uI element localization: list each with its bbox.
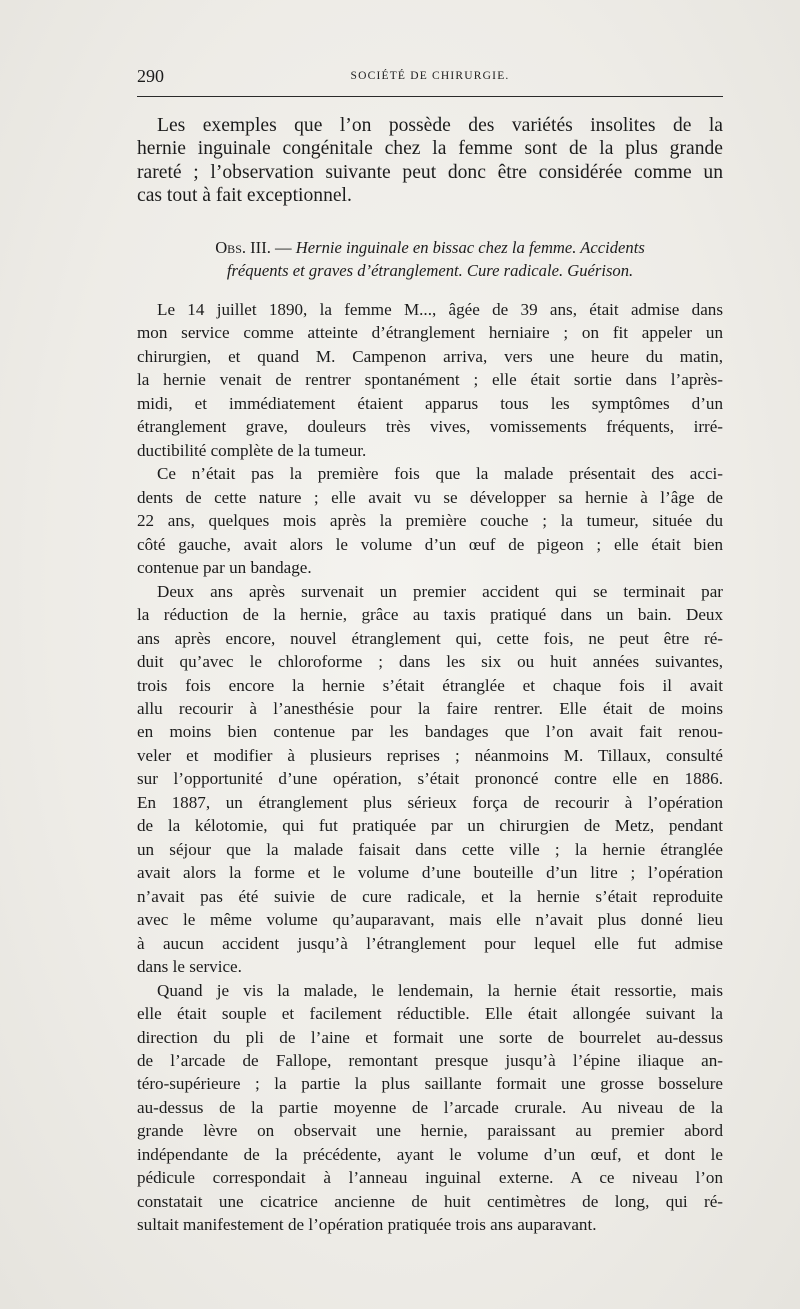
body-line: direction du pli de l’aine et formait une sorte de bourrelet au-dessus (137, 1027, 723, 1047)
running-head (137, 66, 723, 97)
body-line: n’avait pas été suivie de cure radicale, et la hernie s’était reproduite (137, 886, 723, 906)
page-number: 290 (137, 66, 164, 86)
body-line: la réduction de la hernie, grâce au taxis pratiqué dans un bain. Deux (137, 605, 723, 625)
body-line: ans après encore, nouvel étranglement qui, cette fois, ne peut être ré- (137, 628, 723, 648)
body-line: pédicule correspondait à l’anneau inguinal externe. A ce niveau l’on (137, 1168, 723, 1188)
body-line: à aucun accident jusqu’à l’étranglement pour lequel elle fut admise (137, 933, 723, 953)
intro-paragraph (137, 113, 723, 207)
body-line: étranglement grave, douleurs très vives, vomissements fréquents, irré- (137, 417, 723, 437)
body-paragraph (137, 580, 723, 979)
body-line: de la kélotomie, qui fut pratiquée par un chirurgien de Metz, pendant (137, 816, 723, 836)
body-line: la hernie venait de rentrer spontanément ; elle était sortie dans l’après- (137, 370, 723, 390)
body-paragraph (137, 979, 723, 1237)
body-line: de l’arcade de Fallope, remontant presque jusqu’à l’épine iliaque an- (137, 1051, 723, 1070)
body-line: midi, et immédiatement étaient apparus tous les symptômes d’un (137, 393, 723, 413)
body-line: en moins bien contenue par les bandages que l’on avait fait renou- (137, 722, 723, 742)
body-line: contenue par un bandage. (137, 558, 312, 578)
body-line: duit qu’avec le chloroforme ; dans les six ou huit années suivantes, (137, 652, 723, 672)
observation-label: Obs. III. (215, 238, 271, 257)
intro-line: cas tout à fait exceptionnel. (137, 185, 352, 207)
intro-line: rareté ; l’observation suivante peut donc être considérée comme un (137, 161, 723, 183)
body-line: constatait une cicatrice ancienne de huit centimètres de long, qui ré- (137, 1191, 723, 1211)
body-line: avec le même volume qu’auparavant, mais elle n’avait plus donné lieu (137, 910, 723, 930)
body-line: veler et modifier à plusieurs reprises ; néanmoins M. Tillaux, consulté (137, 745, 723, 765)
body-line: au-dessus de la partie moyenne de l’arcade crurale. Au niveau de la (137, 1097, 723, 1117)
body-line: chirurgien, et quand M. Campenon arriva, vers une heure du matin, (137, 346, 723, 366)
body-line: sur l’opportunité d’une opération, s’était prononcé contre elle en 1886. (137, 769, 723, 789)
body-line: téro-supérieure ; la partie la plus saillante formait une grosse bosselure (137, 1074, 723, 1094)
body-line: Deux ans après survenait un premier accident qui se terminait par (157, 581, 723, 601)
body-paragraph (137, 298, 723, 462)
body-line: côté gauche, avait alors le volume d’un œuf de pigeon ; elle était bien (137, 534, 723, 554)
intro-line: Les exemples que l’on possède des variétés insolites de la (157, 115, 723, 136)
body-line: ductibilité complète de la tumeur. (137, 440, 367, 460)
body-line: En 1887, un étranglement plus sérieux força de recourir à l’opération (137, 792, 723, 812)
observation-dash: — (270, 238, 296, 257)
body-line: Quand je vis la malade, le lendemain, la hernie était ressortie, mais (157, 980, 723, 1000)
body-line: allu recourir à l’anesthésie pour la faire rentrer. Elle était de moins (137, 698, 723, 718)
body-line: Ce n’était pas la première fois que la malade présentait des acci- (157, 464, 723, 484)
body-line: dans le service. (137, 957, 242, 977)
body-line: mon service comme atteinte d’étranglement herniaire ; on fit appeler un (137, 323, 723, 343)
observation-heading (137, 236, 723, 282)
body-line: dents de cette nature ; elle avait vu se développer sa hernie à l’âge de (137, 487, 723, 507)
body-line: indépendante de la précédente, ayant le volume d’un œuf, et dont le (137, 1144, 723, 1164)
observation-heading-line (137, 236, 723, 259)
body-line: Le 14 juillet 1890, la femme M..., âgée de 39 ans, était admise dans (157, 300, 723, 319)
body-line: 22 ans, quelques mois après la première couche ; la tumeur, située du (137, 511, 723, 531)
journal-title: SOCIÉTÉ DE CHIRURGIE. (350, 70, 510, 82)
observation-title: fréquents et graves d’étranglement. Cure radicale. Guérison. (226, 261, 634, 280)
body-line: avait alors la forme et le volume d’une bouteille d’un litre ; l’opération (137, 863, 723, 883)
observation-body (137, 298, 723, 1237)
body-line: sultait manifestement de l’opération pratiquée trois ans auparavant. (137, 1215, 597, 1235)
body-paragraph (137, 462, 723, 579)
observation-title: Hernie inguinale en bissac chez la femme. Accidents (295, 238, 645, 257)
body-line: elle était souple et facilement réductible. Elle était allongée suivant la (137, 1004, 723, 1024)
body-line: trois fois encore la hernie s’était étranglée et chaque fois il avait (137, 675, 723, 695)
body-line: grande lèvre on observait une hernie, paraissant au premier abord (137, 1121, 723, 1141)
body-line: un séjour que la malade faisait dans cette ville ; la hernie étranglée (137, 839, 723, 859)
intro-line: hernie inguinale congénitale chez la femme sont de la plus grande (137, 138, 723, 160)
